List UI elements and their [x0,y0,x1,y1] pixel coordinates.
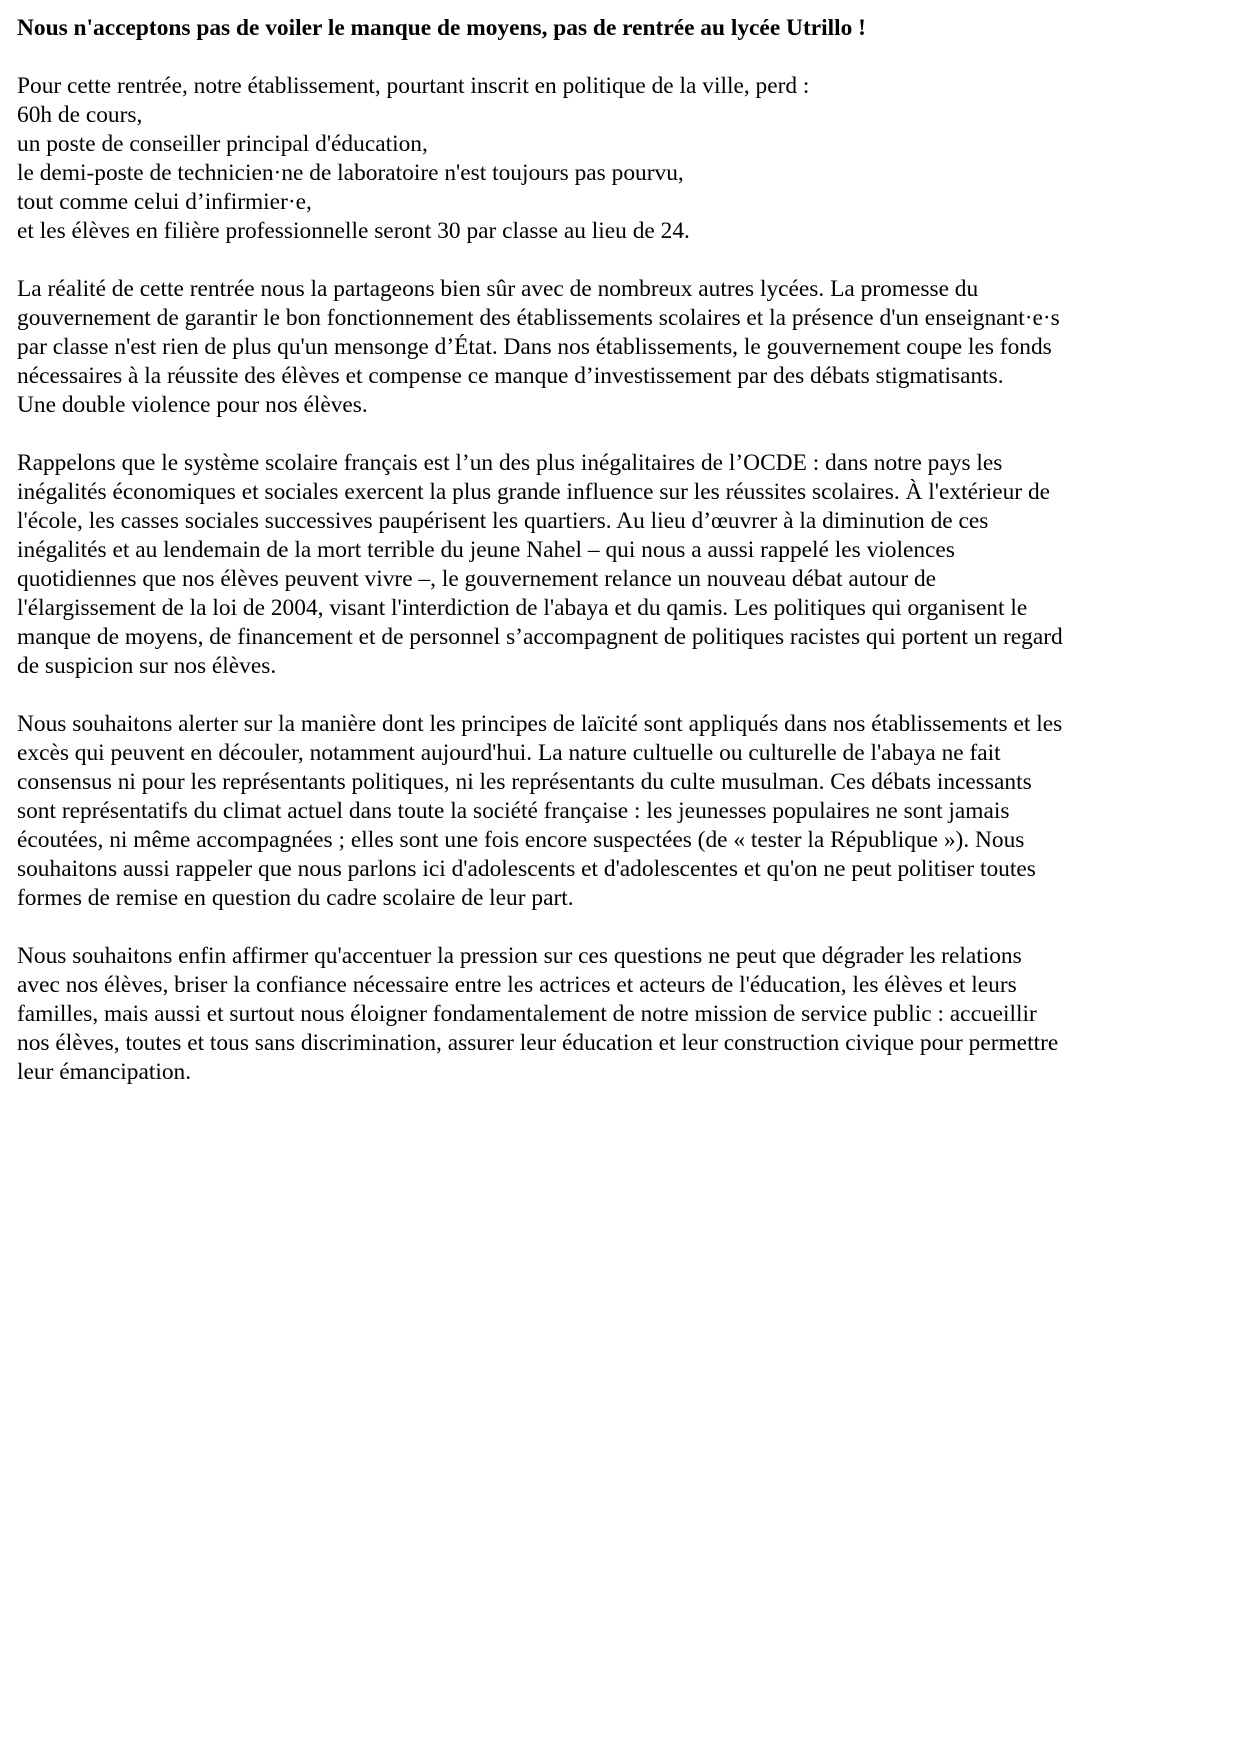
document-title: Nous n'acceptons pas de voiler le manque de moyens, pas de rentrée au lycée Utrillo ! [17,15,866,41]
loss-item: 60h de cours, [17,102,143,128]
loss-item: un poste de conseiller principal d'éducation, [17,131,428,157]
paragraph-inequality: Rappelons que le système scolaire français est l’un des plus inégalitaires de l’OCDE : dans notre pays les inégalités économiques et sociales exercent la plus grande influence sur les réussites scolaires. À l'extérieur de l'école, les casses sociales successives paupérisent les quartiers. Au lieu d’œuvrer à la diminution de ces inégalités et au lendemain de la mort terrible du jeune Nahel – qui nous a aussi rappelé les violences quotidiennes que nos élèves peuvent vivre –, le gouvernement relance un nouveau débat autour de l'élargissement de la loi de 2004, visant l'interdiction de l'abaya et du qamis. Les politiques qui organisent le manque de moyens, de financement et de personnel s’accompagnent de politiques racistes qui portent un regard de suspicion sur nos élèves. [17,450,1063,679]
loss-item: et les élèves en filière professionnelle seront 30 par classe au lieu de 24. [17,218,690,244]
losses-list [17,101,1167,246]
loss-item: le demi-poste de technicien·ne de laboratoire n'est toujours pas pourvu, [17,160,684,186]
loss-item: tout comme celui d’infirmier·e, [17,189,312,215]
paragraph-reality: La réalité de cette rentrée nous la partageons bien sûr avec de nombreux autres lycées. La promesse du gouvernement de garantir le bon fonctionnement des établissements scolaires et la présence d'un enseignant·e·s par classe n'est rien de plus qu'un mensonge d’État. Dans nos établissements, le gouvernement coupe les fonds nécessaires à la réussite des élèves et compense ce manque d’investissement par des débats stigmatisants. Une double violence pour nos élèves. [17,276,1060,418]
paragraph-laicite: Nous souhaitons alerter sur la manière dont les principes de laïcité sont appliqués dans nos établissements et les excès qui peuvent en découler, notamment aujourd'hui. La nature cultuelle ou culturelle de l'abaya ne fait consensus ni pour les représentants politiques, ni les représentants du culte musulman. Ces débats incessants sont représentatifs du climat actuel dans toute la société française : les jeunesses populaires ne sont jamais écoutées, ni même accompagnées ; elles sont une fois encore suspectées (de « tester la République »). Nous souhaitons aussi rappeler que nous parlons ici d'adolescents et d'adolescentes et qu'on ne peut politiser toutes formes de remise en question du cadre scolaire de leur part. [17,711,1063,911]
document-page [17,14,1167,1087]
intro-sentence: Pour cette rentrée, notre établissement, pourtant inscrit en politique de la ville, perd : [17,73,810,99]
paragraph-conclusion: Nous souhaitons enfin affirmer qu'accentuer la pression sur ces questions ne peut que dégrader les relations avec nos élèves, briser la confiance nécessaire entre les actrices et acteurs de l'éducation, les élèves et leurs familles, mais aussi et surtout nous éloigner fondamentalement de notre mission de service public : accueillir nos élèves, toutes et tous sans discrimination, assurer leur éducation et leur construction civique pour permettre leur émancipation. [17,943,1059,1085]
